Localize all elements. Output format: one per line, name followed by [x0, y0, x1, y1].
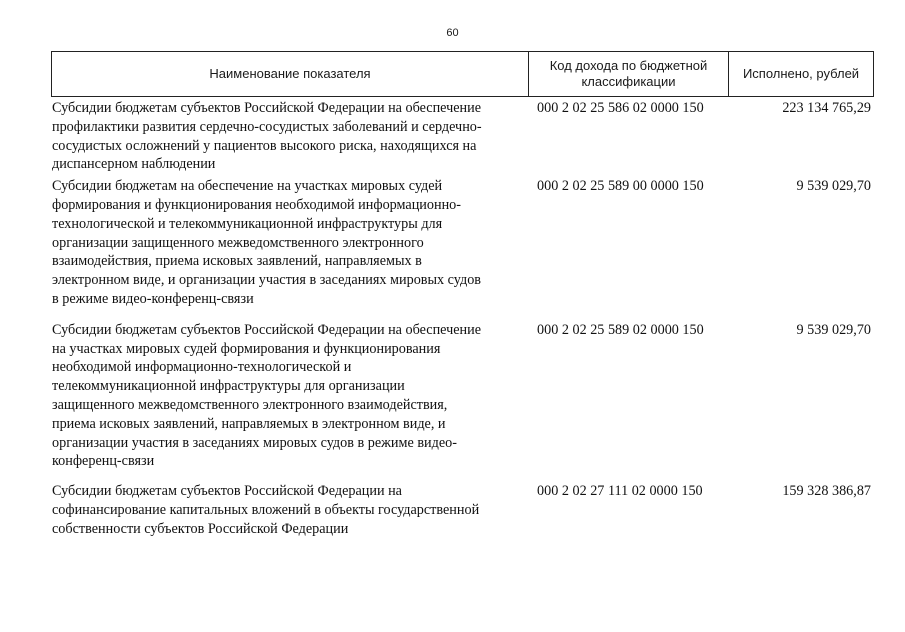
indicator-name-line: профилактики развития сердечно-сосудистых заболеваний и сердечно-	[52, 118, 482, 135]
indicator-name-line: конференц-связи	[52, 453, 155, 470]
header-revenue-code: Код дохода по бюджетной классификации	[529, 52, 729, 96]
indicator-name-cell	[51, 321, 527, 471]
indicator-name-cell	[51, 99, 527, 174]
indicator-name-line: взаимодействия, приема исковых заявлений, направляемых в	[52, 253, 422, 270]
executed-amount-cell: 223 134 765,29	[782, 100, 871, 116]
indicator-name-line: Субсидии бюджетам субъектов Российской Федерации на обеспечение	[52, 321, 482, 338]
header-indicator-name: Наименование показателя	[52, 52, 529, 96]
table-header	[51, 51, 874, 97]
revenue-code-cell: 000 2 02 25 589 00 0000 150	[537, 178, 704, 195]
indicator-name-line: формирования и функционирования необходимой информационно-	[52, 196, 461, 213]
table-row	[51, 177, 874, 309]
indicator-name-line: в режиме видео-конференц-связи	[52, 290, 254, 307]
indicator-name-line: организации участия в заседаниях мировых судов в режиме видео-	[52, 434, 457, 451]
indicator-name-line: Субсидии бюджетам субъектов Российской Федерации на обеспечение	[52, 100, 482, 116]
table-row	[51, 482, 874, 538]
indicator-name-line: Субсидии бюджетам на обеспечение на участках мировых судей	[52, 178, 443, 195]
revenue-code-cell: 000 2 02 25 589 02 0000 150	[537, 321, 704, 338]
indicator-name-line: сосудистых осложнений у пациентов высокого риска, находящихся на	[52, 137, 477, 154]
executed-amount-cell: 9 539 029,70	[796, 178, 871, 195]
indicator-name-line: на участках мировых судей формирования и функционирования	[52, 340, 441, 357]
indicator-name-line: диспансерном наблюдении	[52, 156, 216, 173]
executed-amount-cell: 159 328 386,87	[782, 483, 871, 500]
indicator-name-line: приема исковых заявлений, направляемых в электронном виде, и	[52, 415, 446, 432]
table-row	[51, 321, 874, 471]
indicator-name-line: собственности субъектов Российской Федерации	[52, 520, 349, 537]
indicator-name-line: Субсидии бюджетам субъектов Российской Федерации на	[52, 483, 402, 500]
page-number: 60	[446, 27, 459, 39]
indicator-name-line: необходимой информационно-технологической и	[52, 359, 352, 376]
indicator-name-line: электронном виде, и организации участия в заседаниях мировых судов	[52, 272, 481, 289]
indicator-name-line: телекоммуникационной инфраструктуры для организации	[52, 378, 405, 395]
indicator-name-line: софинансирование капитальных вложений в объекты государственной	[52, 501, 480, 518]
executed-amount-cell: 9 539 029,70	[796, 321, 871, 338]
revenue-code-cell: 000 2 02 25 586 02 0000 150	[537, 100, 704, 116]
table-row	[51, 99, 874, 174]
indicator-name-line: технологической и телекоммуникационной инфраструктуры для	[52, 215, 443, 232]
indicator-name-line: организации защищенного межведомственного электронного	[52, 234, 424, 251]
budget-table	[51, 51, 874, 539]
revenue-code-cell: 000 2 02 27 111 02 0000 150	[537, 483, 703, 500]
indicator-name-cell	[51, 482, 527, 538]
indicator-name-line: защищенного межведомственного электронного взаимодействия,	[52, 396, 448, 413]
indicator-name-cell	[51, 177, 527, 309]
header-executed-amount: Исполнено, рублей	[742, 66, 860, 81]
